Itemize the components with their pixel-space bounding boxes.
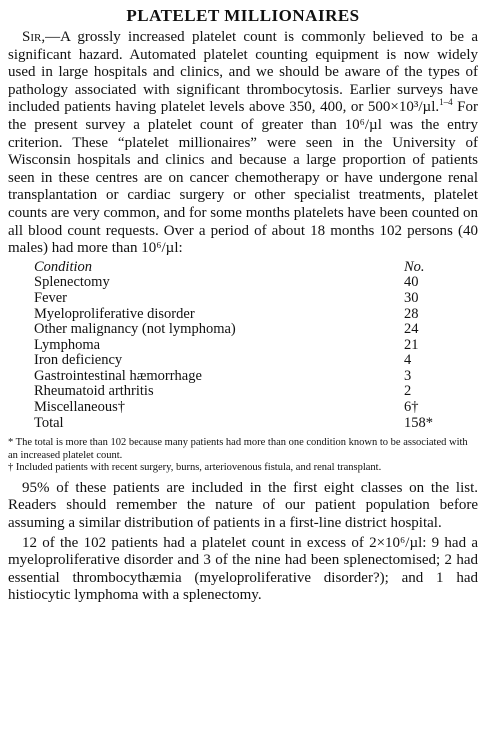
footnote-dagger: † Included patients with recent surgery, burns, arteriovenous fistula, and renal transplant. <box>8 462 382 474</box>
condition-cell: Total <box>34 414 64 431</box>
number-cell: 4 <box>404 352 412 369</box>
article-title: PLATELET MILLIONAIRES <box>126 6 360 25</box>
table-row <box>34 275 464 291</box>
table-row <box>34 338 464 354</box>
header-condition: Condition <box>34 258 93 275</box>
salutation: Sir, <box>22 29 46 45</box>
condition-cell: Gastrointestinal hæmorrhage <box>34 367 202 384</box>
condition-cell: Iron deficiency <box>34 352 123 369</box>
table-row <box>34 322 464 338</box>
paragraph-distribution: 95% of these patients are included in the first eight classes on the list. Readers should remember the nature of our patient population before assuming a similar distribution of patients in a first-line district hospital. <box>8 479 478 531</box>
condition-cell: Lymphoma <box>34 336 101 353</box>
intro-text-part1: —A grossly increased platelet count is commonly believed to be a significant hazard. Automated platelet counting equipment is now widely used in large hospitals and clinics, and we should be aware of the types of pathology associated with significant thrombocytosis. Earlier surveys have included patients having platelet levels above 350, 400, or 500×10³/µl. <box>8 29 478 116</box>
number-cell: 2 <box>404 383 412 400</box>
number-cell: 28 <box>404 305 419 322</box>
condition-cell: Fever <box>34 289 68 306</box>
number-cell: 6† <box>404 399 419 416</box>
condition-cell: Myeloproliferative disorder <box>34 305 195 322</box>
number-cell: 40 <box>404 274 419 291</box>
table-row-total <box>34 416 464 432</box>
table-footnotes <box>8 437 478 475</box>
table-row <box>34 291 464 307</box>
condition-cell: Miscellaneous† <box>34 399 126 416</box>
condition-cell: Splenectomy <box>34 274 110 291</box>
intro-text-part2: For the present survey a platelet count of greater than 10⁶/µl was the entry criterion. These “platelet millionaires” were seen in the University of Wisconsin hospitals and clinics and because a large proportion of patients seen in these centres are on cancer chemotherapy or have undergone renal transplantation or cardiac surgery or other specialist treatments, platelet counts are very common, and for some months platelets have been counted on all blood count requests. Over a period of about 18 months 102 persons (40 males) had more than 10⁶/µl: <box>8 99 478 257</box>
condition-cell: Rheumatoid arthritis <box>34 383 154 400</box>
header-number: No. <box>404 258 425 275</box>
intro-paragraph <box>8 29 478 258</box>
table-row <box>34 353 464 369</box>
number-cell: 24 <box>404 321 419 338</box>
reference-superscript: 1–4 <box>439 97 453 108</box>
condition-cell: Other malignancy (not lymphoma) <box>34 321 236 338</box>
table-row <box>34 400 464 416</box>
table-header-row <box>34 260 464 276</box>
table-row <box>34 384 464 400</box>
paragraph-high-counts: 12 of the 102 patients had a platelet count in excess of 2×10⁶/µl: 9 had a myeloproliferative disorder and 3 of the nine had been splenectomised; 2 had essential thrombocythæmia (myeloproliferative disorder?); and 1 had histiocytic lymphoma with a splenectomy. <box>8 534 478 604</box>
footnote-asterisk: * The total is more than 102 because many patients had more than one condition known to be associated with an increased platelet count. <box>8 437 468 461</box>
number-cell: 30 <box>404 289 419 306</box>
table-row <box>34 369 464 385</box>
number-cell: 158* <box>404 414 433 431</box>
number-cell: 3 <box>404 367 412 384</box>
condition-table <box>34 260 464 432</box>
number-cell: 21 <box>404 336 419 353</box>
table-row <box>34 307 464 323</box>
